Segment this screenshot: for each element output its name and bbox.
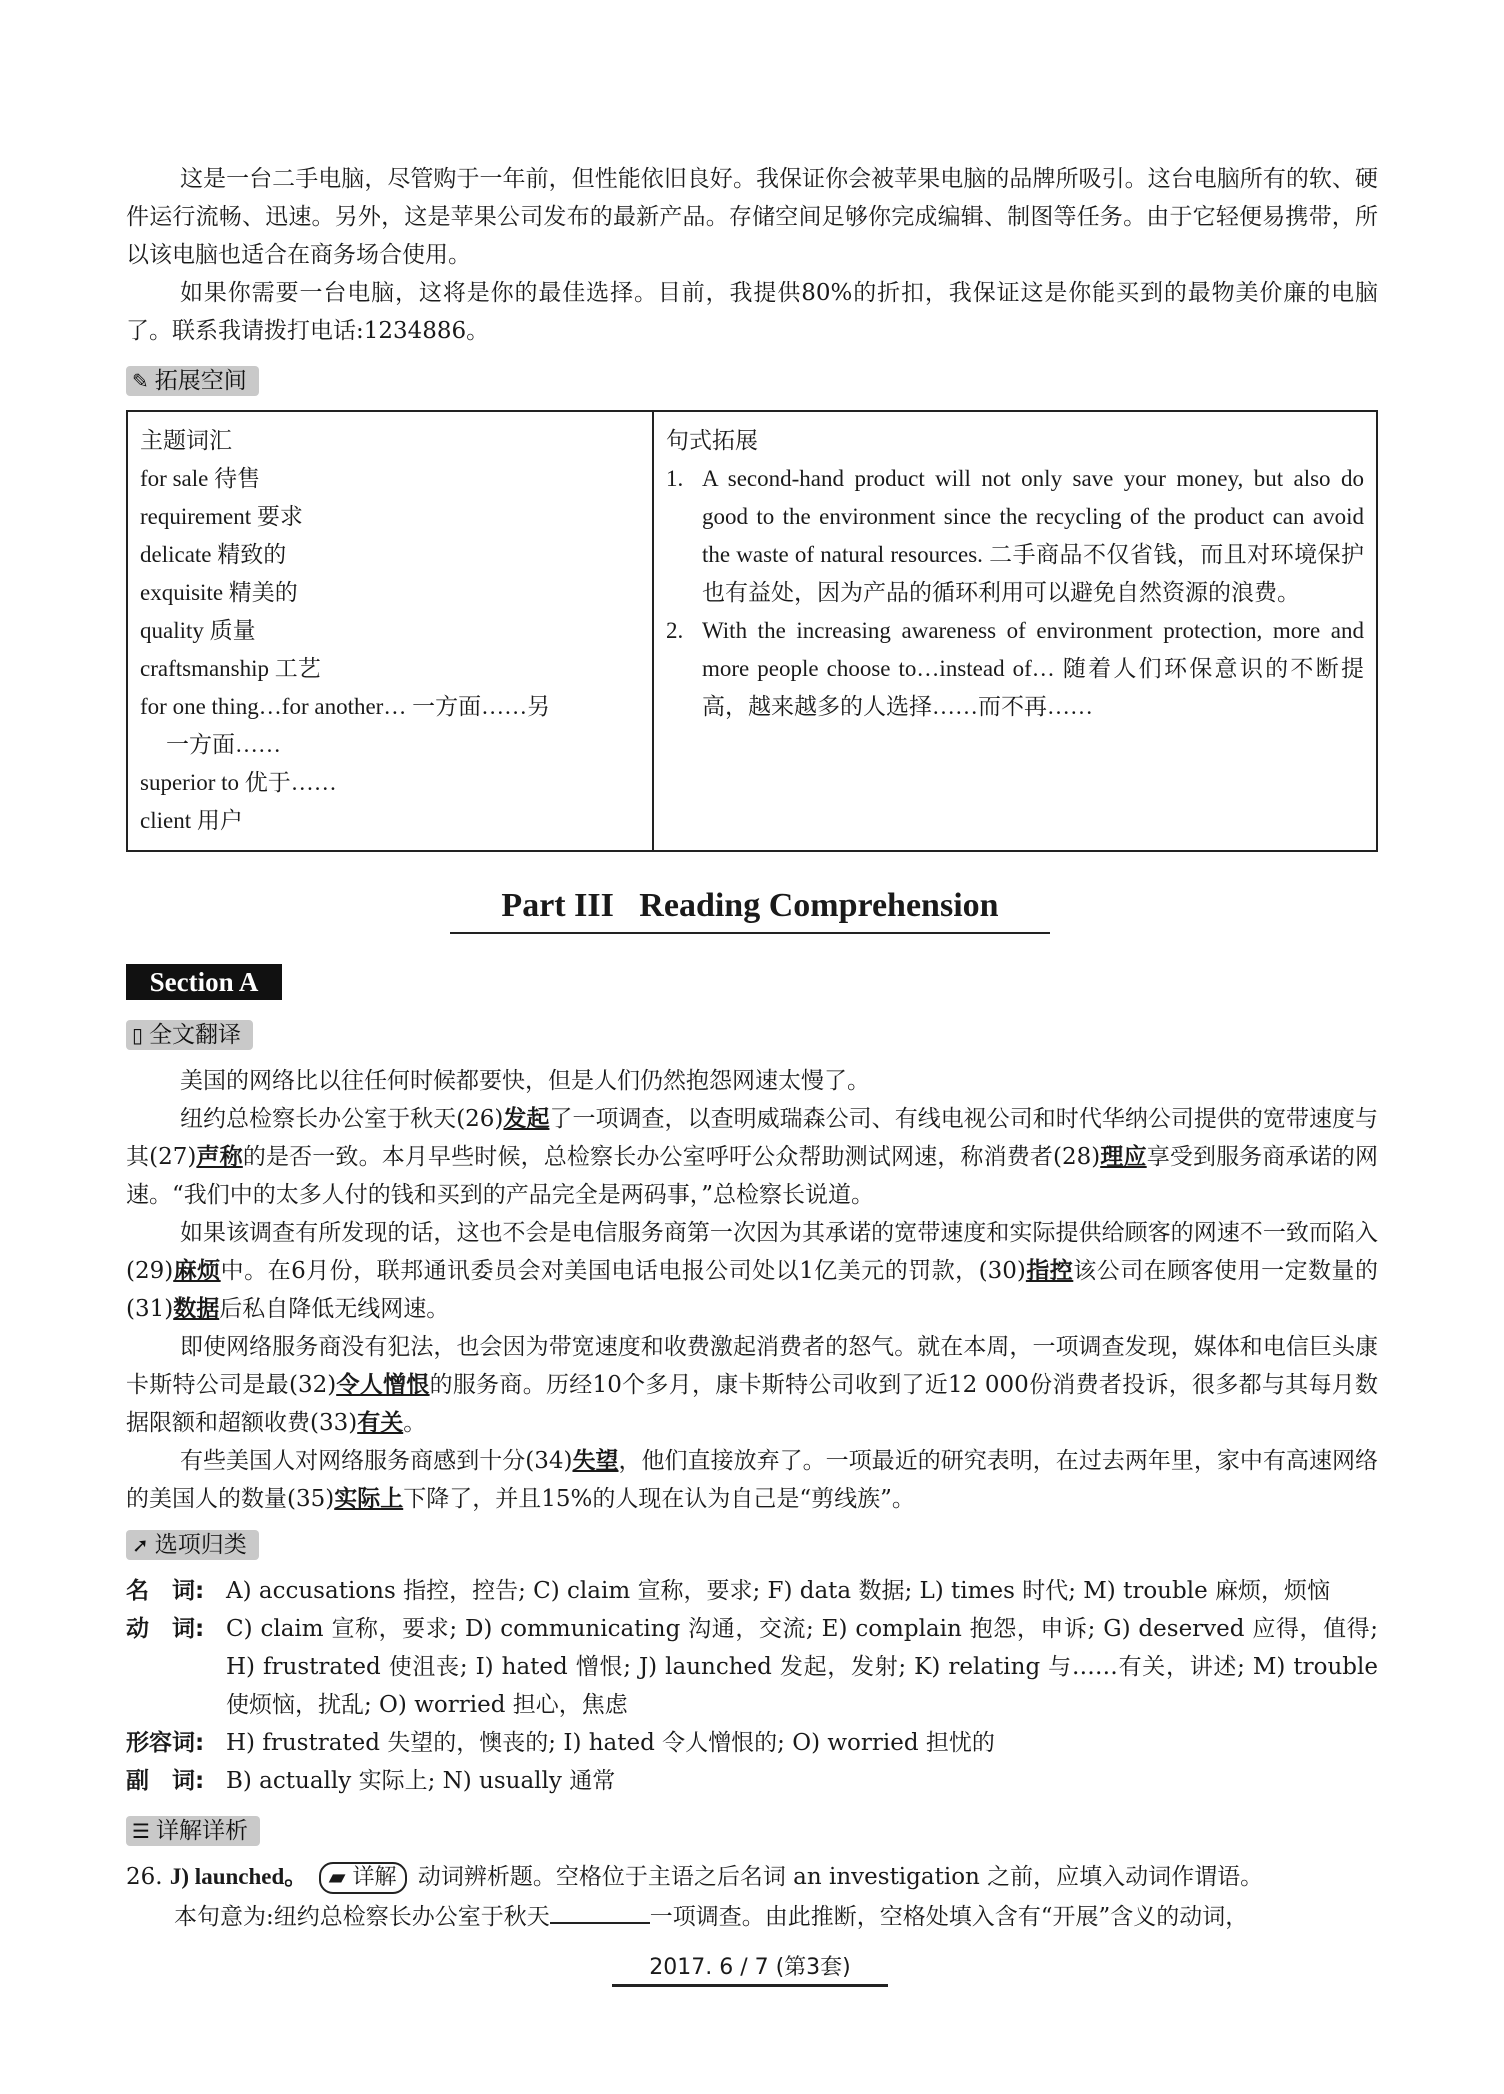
text-run: ，他们直接放弃了。一项最近的研究表明，在过去两年里，家中有高速网络的美国人的数量(35)	[126, 1448, 1378, 1512]
text-run: 享受到服务商承诺的网速。“我们中的太多人付的钱和买到的产品完全是两码事，”总检察长说道。	[126, 1144, 1379, 1208]
text-run: 的服务商。历经10个多月，康卡斯特公司收到了近12 000份消费者投诉，很多都与其每月数据限额和超额收费(33)	[126, 1372, 1379, 1436]
translation-paragraph-3	[126, 1214, 1378, 1328]
sentence-text: A second-hand product will not only save your money, but also do good to the environment since the recycling of the product can avoid the waste of natural resources. 二手商品不仅省钱，而且对环境保护也有益处，因为产品的循环利用可以避免自然资源的浪费。	[702, 466, 1364, 605]
text-run: 。	[403, 1410, 427, 1436]
full-translation-tag	[126, 1020, 253, 1050]
page-footer: 2017. 6 / 7 (第3套)	[612, 1952, 888, 1987]
classification-body: C) claim 宣称，要求; D) communicating 沟通，交流; E) complain 抱怨，申诉; G) deserved 应得，值得; H) frustrated 使沮丧; I) hated 憎恨; J) launched 发起，发射; K) relating 与……有关，讲述; M) trouble 使烦恼，扰乱; O) worried 担心，焦虑	[226, 1616, 1378, 1718]
text-run: 有些美国人对网络服务商感到十分(34)	[180, 1448, 573, 1474]
detail-pill	[319, 1862, 407, 1894]
translation-paragraph-4	[126, 1328, 1378, 1442]
answer-34: 失望	[572, 1448, 619, 1474]
sentence-number: 1.	[666, 466, 684, 491]
analysis-tag	[126, 1816, 260, 1846]
translation-paragraph-1: 美国的网络比以往任何时候都要快，但是人们仍然抱怨网速太慢了。	[180, 1068, 870, 1094]
full-translation-tag-label: 全文翻译	[149, 1022, 242, 1048]
classification-head: 副 词:	[126, 1768, 205, 1794]
answer-31: 数据	[173, 1296, 220, 1322]
classification-head: 形容词:	[126, 1730, 205, 1756]
vocab-item: superior to 优于……	[140, 770, 337, 795]
classification-body: A) accusations 指控，控告; C) claim 宣称，要求; F) data 数据; L) times 时代; M) trouble 麻烦，烦恼	[226, 1578, 1330, 1604]
sentence-text: With the increasing awareness of environment protection, more and more people choose to…instead of… 随着人们环保意识的不断提高，越来越多的人选择……而不再……	[702, 618, 1364, 719]
vocab-item: quality 质量	[140, 618, 256, 643]
answer-33: 有关	[357, 1410, 404, 1436]
vocab-item: for one thing…for another… 一方面……另	[140, 694, 551, 719]
text-run: 纽约总检察长办公室于秋天(26)	[180, 1106, 504, 1132]
translation-paragraph-2	[126, 1100, 1378, 1214]
detail-pill-label: 详解	[352, 1865, 397, 1890]
answer-blank	[550, 1900, 650, 1924]
text-run: 的是否一致。本月早些时候，总检察长办公室呼吁公众帮助测试网速，称消费者(28)	[242, 1144, 1101, 1170]
vocab-item: delicate 精致的	[140, 542, 287, 567]
vocab-title: 主题词汇	[140, 428, 232, 454]
analysis-text: 一项调查。由此推断，空格处填入含有“开展”含义的动词，	[649, 1904, 1249, 1930]
classification-tag-label: 选项归类	[154, 1532, 247, 1558]
analysis-tag-label: 详解详析	[155, 1818, 248, 1844]
analysis-line-1	[126, 1858, 1378, 1896]
answer-35: 实际上	[334, 1486, 404, 1512]
list-icon: ☰	[132, 1819, 150, 1843]
vocab-cell	[127, 411, 653, 851]
sentence-title: 句式拓展	[666, 428, 758, 454]
expand-section-tag	[126, 366, 259, 396]
text-run: 后私自降低无线网速。	[219, 1296, 450, 1322]
answer-30: 指控	[1025, 1258, 1074, 1284]
expand-section-tag-label: 拓展空间	[154, 368, 247, 394]
answer-27: 声称	[196, 1144, 243, 1170]
vocab-item-continuation: 一方面……	[166, 732, 281, 757]
vocab-item: requirement 要求	[140, 504, 303, 529]
sentence-cell	[653, 411, 1377, 851]
classification-head: 名 词:	[126, 1578, 205, 1604]
answer-29: 麻烦	[173, 1258, 221, 1284]
classification-head: 动 词:	[126, 1616, 205, 1642]
classification-row-verb	[126, 1610, 1378, 1724]
answer-26: 发起	[503, 1106, 550, 1132]
vocab-item: for sale 待售	[140, 466, 261, 491]
analysis-text: 本句意为:纽约总检察长办公室于秋天	[174, 1904, 550, 1930]
analysis-line-2	[126, 1898, 1378, 1936]
intro-paragraph-2: 如果你需要一台电脑，这将是你的最佳选择。目前，我提供80%的折扣，我保证这是你能买到的最物美价廉的电脑了。联系我请拨打电话:1234886。	[126, 280, 1378, 344]
expand-table	[126, 410, 1378, 852]
text-run: 该公司在顾客使用一定数量的(31)	[126, 1258, 1379, 1322]
text-run: 了一项调查，以查明威瑞森公司、有线电视公司和时代华纳公司提供的宽带速度与其(27)	[126, 1106, 1378, 1170]
classification-row-noun	[126, 1572, 1378, 1610]
document-icon: ▯	[132, 1023, 144, 1047]
classification-body: H) frustrated 失望的，懊丧的; I) hated 令人憎恨的; O) worried 担忧的	[226, 1730, 995, 1756]
vocab-item: client 用户	[140, 808, 243, 833]
classification-row-adverb	[126, 1762, 1378, 1800]
vocab-item: exquisite 精美的	[140, 580, 298, 605]
arrow-icon: ➚	[132, 1533, 149, 1557]
classification-body: B) actually 实际上; N) usually 通常	[226, 1768, 616, 1794]
vocab-item: craftsmanship 工艺	[140, 656, 321, 681]
answer-28: 理应	[1100, 1144, 1147, 1170]
pencil-icon: ✎	[132, 369, 149, 393]
text-run: 中。在6月份，联邦通讯委员会对美国电话电报公司处以1亿美元的罚款，(30)	[220, 1258, 1026, 1284]
analysis-text: 动词辨析题。空格位于主语之后名词 an investigation 之前，应填入动词作谓语。	[417, 1864, 1264, 1890]
classification-tag	[126, 1530, 259, 1560]
classification-row-adjective	[126, 1724, 1378, 1762]
question-number: 26.	[126, 1864, 163, 1890]
part-title: Part III Reading Comprehension	[450, 884, 1050, 934]
question-answer: J) launched。	[169, 1864, 308, 1889]
text-run: 如果该调查有所发现的话，这也不会是电信服务商第一次因为其承诺的宽带速度和实际提供给顾客的网速不一致而陷入(29)	[126, 1220, 1378, 1284]
sentence-item	[666, 460, 1364, 612]
text-run: 下降了，并且15%的人现在认为自己是“剪线族”。	[403, 1486, 915, 1512]
sentence-item	[666, 612, 1364, 726]
text-run: 即使网络服务商没有犯法，也会因为带宽速度和收费激起消费者的怒气。就在本周，一项调查发现，媒体和电信巨头康卡斯特公司是最(32)	[126, 1334, 1378, 1398]
section-badge: Section A	[126, 964, 282, 1000]
translation-paragraph-5	[126, 1442, 1378, 1518]
answer-32: 令人憎恨	[336, 1372, 430, 1398]
sentence-number: 2.	[666, 618, 684, 643]
folder-icon: ▰	[328, 1865, 346, 1890]
intro-paragraph-1: 这是一台二手电脑，尽管购于一年前，但性能依旧良好。我保证你会被苹果电脑的品牌所吸引。这台电脑所有的软、硬件运行流畅、迅速。另外，这是苹果公司发布的最新产品。存储空间足够你完成编辑、制图等任务。由于它轻便易携带，所以该电脑也适合在商务场合使用。	[126, 166, 1378, 268]
